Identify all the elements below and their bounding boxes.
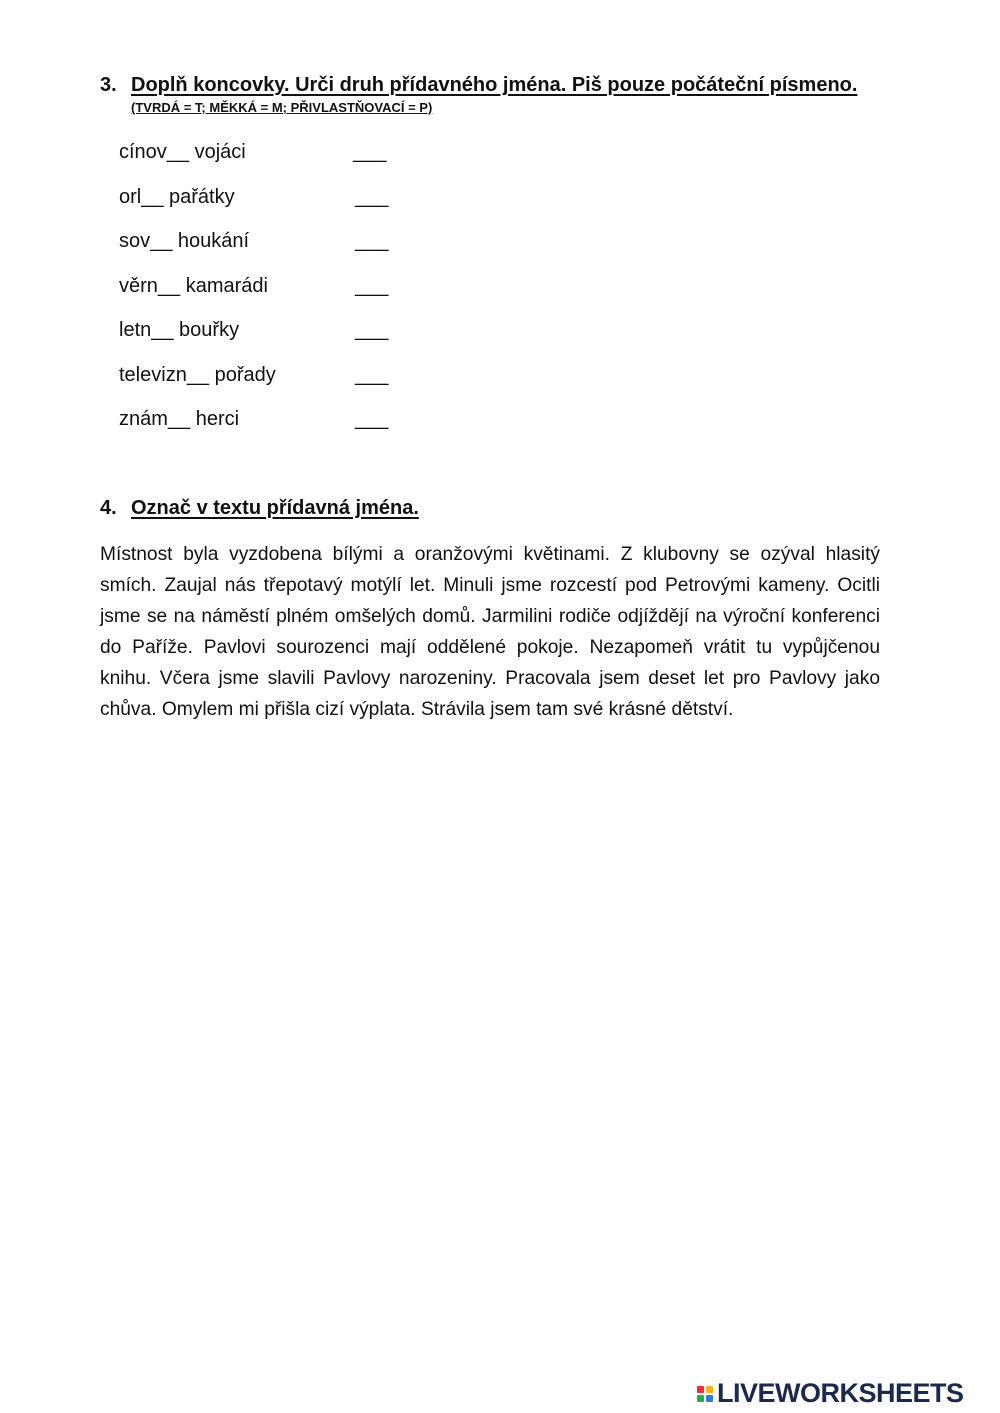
answer-blank[interactable]: ___ [355, 363, 389, 386]
task-4 [100, 497, 419, 520]
answer-blank[interactable]: ___ [355, 408, 389, 430]
item-word: sov__ houkání [119, 230, 250, 252]
task-3 [100, 74, 857, 115]
logo-icon [697, 1386, 713, 1402]
answer-blank[interactable]: ___ [355, 274, 389, 297]
task-3-heading [100, 74, 857, 97]
answer-blank[interactable]: ___ [355, 230, 389, 252]
task-4-number: 4. [100, 497, 117, 519]
item-word: orl__ pařátky [119, 185, 235, 208]
item-word: letn__ bouřky [119, 319, 240, 341]
task-4-title: Označ v textu přídavná jména. [131, 497, 419, 519]
task-3-legend: (TVRDÁ = T; MĚKKÁ = M; PŘIVLASTŇOVACÍ = P) [131, 100, 433, 115]
liveworksheets-logo [697, 1378, 964, 1409]
answer-blank[interactable]: ___ [355, 319, 389, 341]
answer-blank[interactable]: ___ [355, 185, 389, 208]
task-4-text[interactable]: Místnost byla vyzdobena bílými a oranžovými květinami. Z klubovny se ozýval hlasitý smích. Zaujal nás třepotavý motýlí let. Minuli jsme rozcestí pod Petrovými kameny. Ocitli jsme se na náměstí plném omšelých domů. Jarmilini rodiče odjíždějí na výroční konferenci do Paříže. Pavlovi sourozenci mají oddělené pokoje. Nezapomeň vrátit tu vypůjčenou knihu. Včera jsme slavili Pavlovy narozeniny. Pracovala jsem deset let pro Pavlovy jako chůva. Omylem mi přišla cizí výplata. Strávila jsem tam své krásné dětství. [100, 544, 880, 720]
task-4-heading [100, 497, 419, 520]
task-3-number: 3. [100, 74, 117, 96]
logo-text: LIVEWORKSHEETS [717, 1378, 964, 1408]
task-3-title: Doplň koncovky. Urči druh přídavného jména. Piš pouze počáteční písmeno. [131, 74, 858, 96]
item-word: cínov__ vojáci [119, 141, 246, 163]
item-word: znám__ herci [119, 408, 240, 430]
item-word: věrn__ kamarádi [119, 274, 268, 297]
item-word: televizn__ pořady [119, 363, 276, 386]
answer-blank[interactable]: ___ [353, 141, 387, 163]
